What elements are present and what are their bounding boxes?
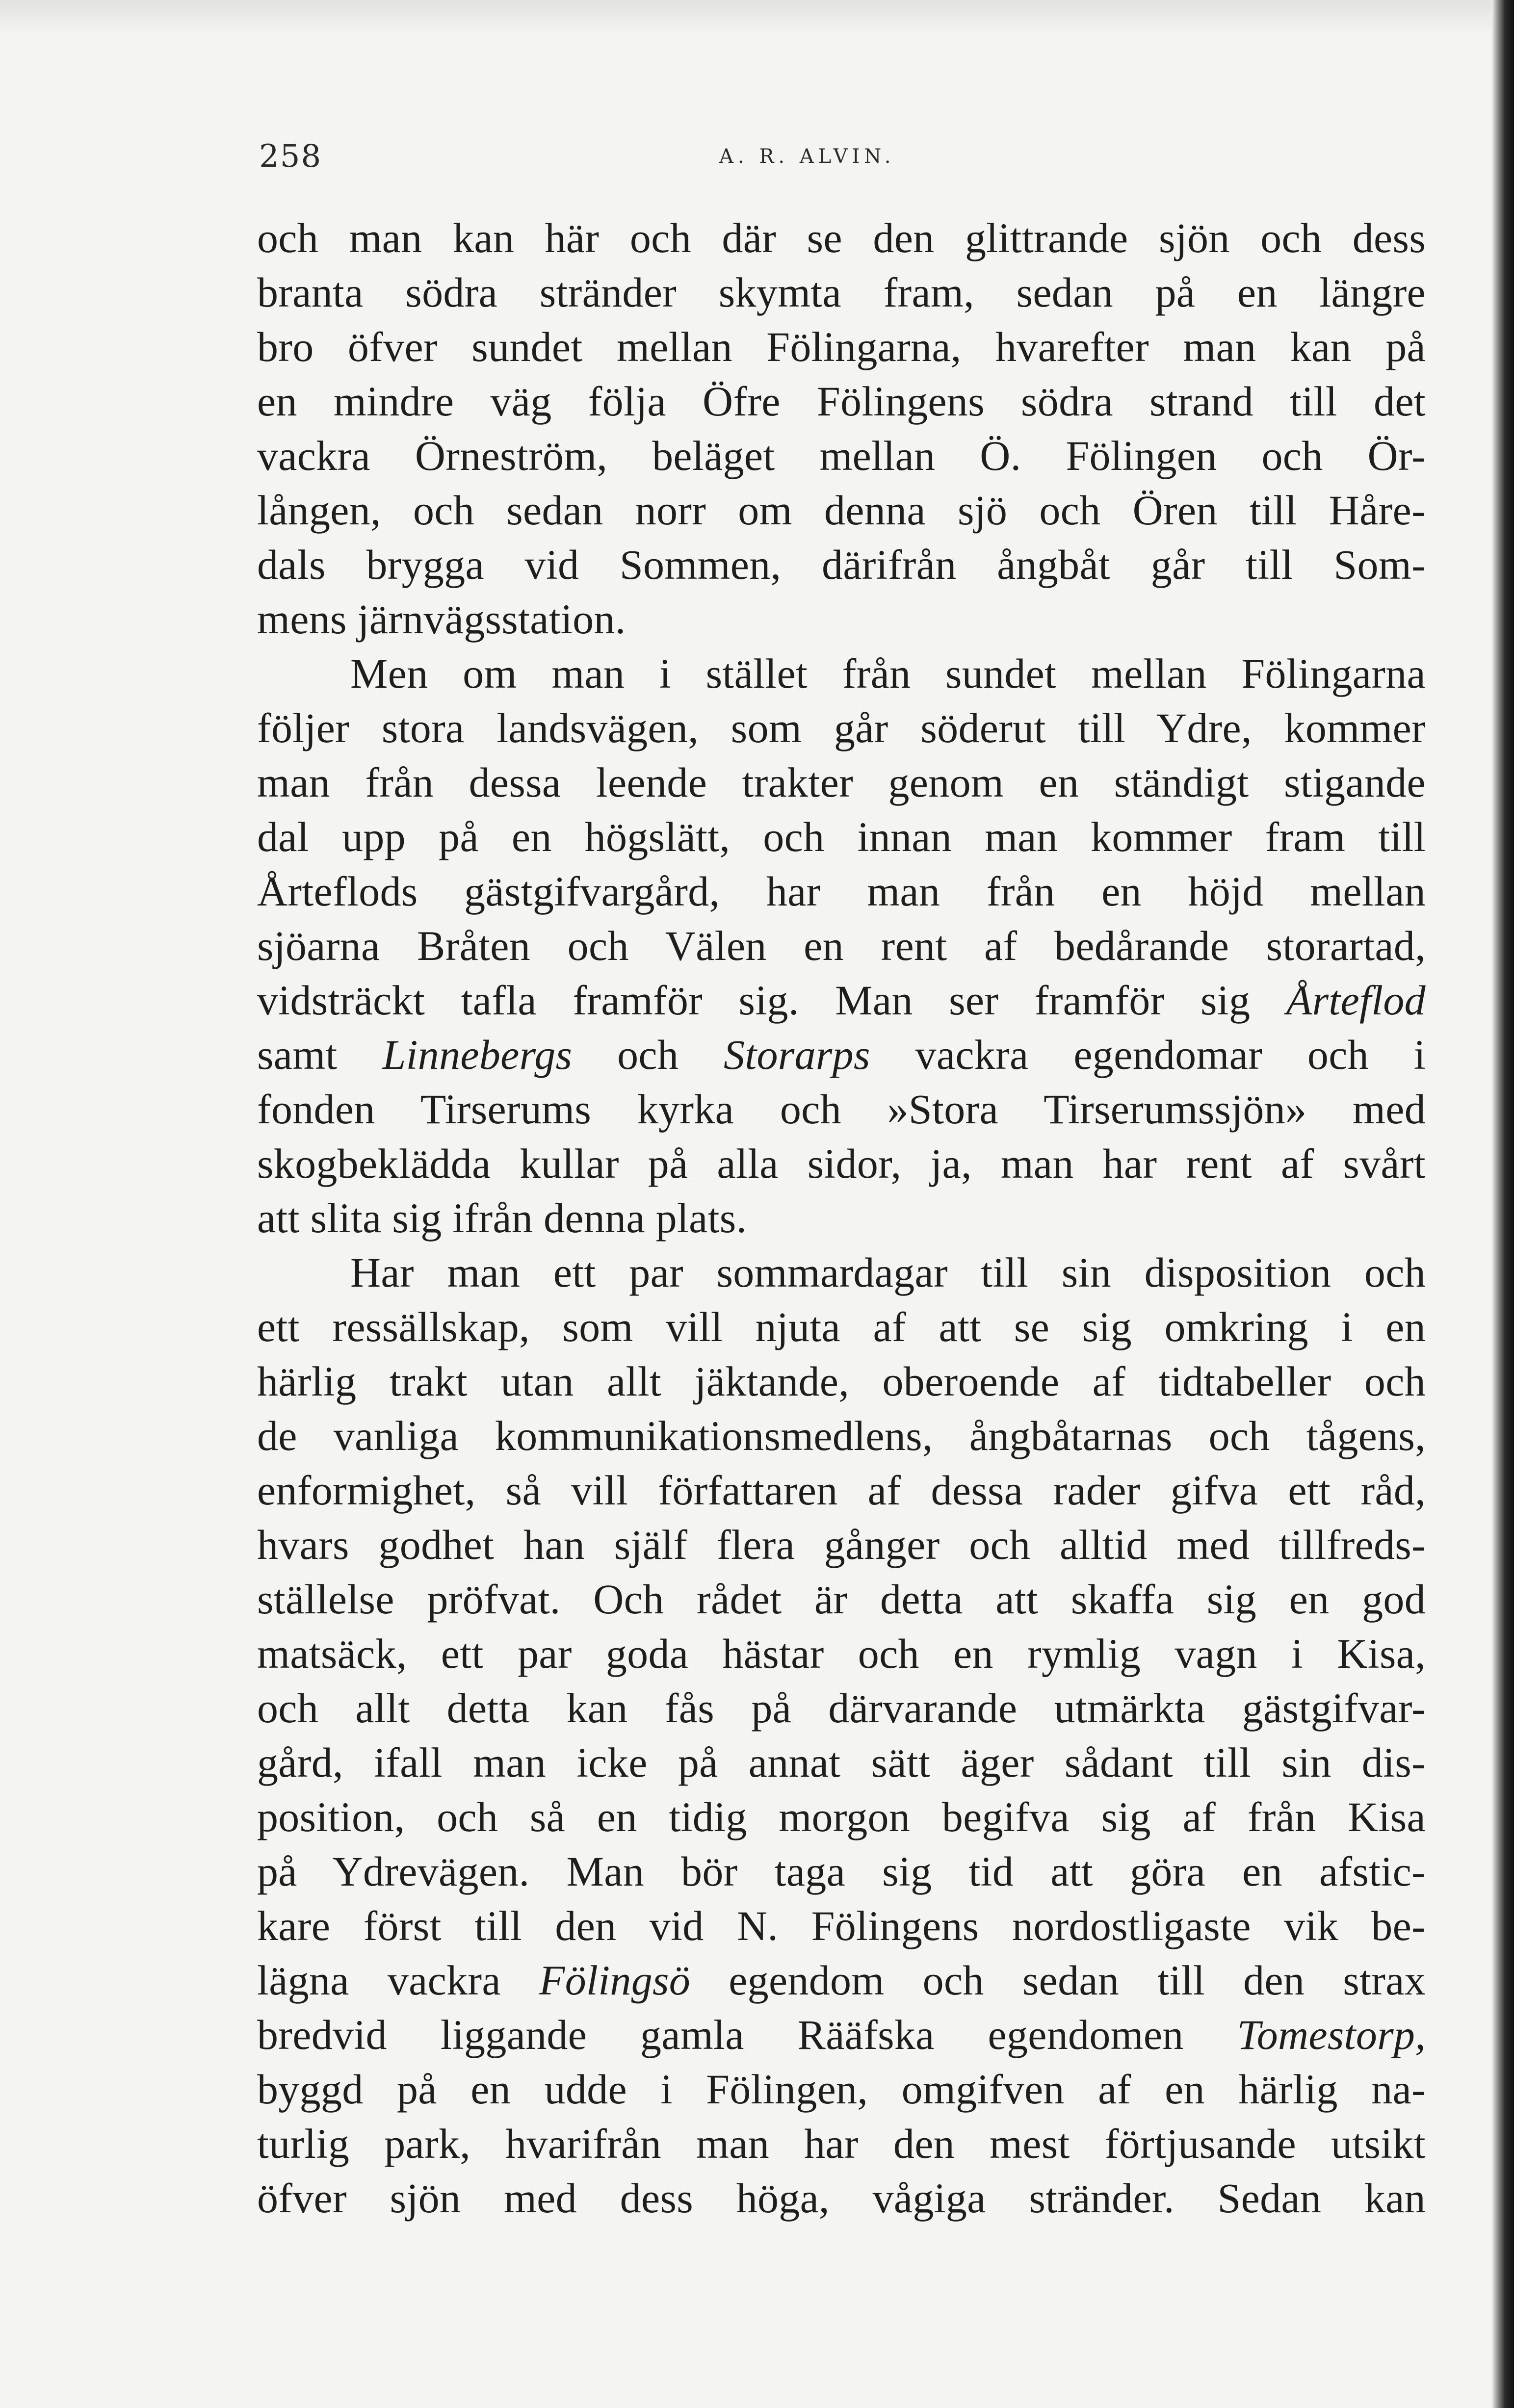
page-header	[259, 138, 1427, 182]
text-segment: egendom och sedan till den strax	[690, 1957, 1426, 2004]
text-line: och allt detta kan fås på därvarande utmärkta gästgifvar-	[257, 1684, 1426, 1732]
text-segment: och	[572, 1031, 724, 1078]
text-line: bro öfver sundet mellan Fölingarna, hvarefter man kan på	[257, 323, 1426, 370]
text-line: byggd på en udde i Fölingen, omgifven af en härlig na-	[257, 2066, 1426, 2113]
text-line-italic-mix	[257, 1953, 1426, 2008]
text-line: vackra Örneström, beläget mellan Ö. Fölingen och Ör-	[257, 432, 1426, 479]
text-line-italic-mix	[257, 973, 1426, 1028]
text-line: sjöarna Bråten och Välen en rent af bedårande storartad,	[257, 922, 1426, 969]
text-line: på Ydrevägen. Man bör taga sig tid att göra en afstic-	[257, 1848, 1426, 1895]
text-line: branta södra stränder skymta fram, sedan på en längre	[257, 269, 1426, 316]
text-segment: bredvid liggande gamla Rääfska egendomen	[257, 2011, 1237, 2058]
text-line: skogbeklädda kullar på alla sidor, ja, man har rent af svårt	[257, 1140, 1426, 1187]
text-line: gård, ifall man icke på annat sätt äger sådant till sin dis-	[257, 1739, 1426, 1786]
text-line-italic-mix	[257, 2008, 1426, 2062]
text-line: de vanliga kommunikationsmedlens, ångbåtarnas och tågens,	[257, 1412, 1426, 1459]
text-line: lången, och sedan norr om denna sjö och Ören till Håre-	[257, 487, 1426, 534]
text-segment: vackra egendomar och i	[870, 1031, 1426, 1078]
scan-edge-right	[1491, 0, 1514, 2408]
text-line: ett ressällskap, som vill njuta af att se sig omkring i en	[257, 1303, 1426, 1350]
text-line: mens järnvägsstation.	[257, 596, 626, 643]
text-line: fonden Tirserums kyrka och »Stora Tirserumssjön» med	[257, 1086, 1426, 1133]
text-segment: samt	[257, 1031, 383, 1078]
text-line: härlig trakt utan allt jäktande, oberoende af tidtabeller och	[257, 1358, 1426, 1405]
italic-placename: Storarps	[724, 1031, 870, 1078]
text-segment: vidsträckt tafla framför sig. Man ser framför sig	[257, 977, 1286, 1024]
text-line: position, och så en tidig morgon begifva sig af från Kisa	[257, 1793, 1426, 1840]
italic-placename: Fölingsö	[539, 1957, 691, 2004]
paragraph-start-line: Har man ett par sommardagar till sin disposition och	[350, 1249, 1426, 1296]
italic-placename: Linnebergs	[382, 1031, 573, 1078]
italic-placename: Årteflod	[1286, 977, 1426, 1024]
text-line: ställelse pröfvat. Och rådet är detta att skaffa sig en god	[257, 1576, 1426, 1623]
text-line: matsäck, ett par goda hästar och en rymlig vagn i Kisa,	[257, 1630, 1426, 1677]
text-line: dal upp på en högslätt, och innan man kommer fram till	[257, 813, 1426, 860]
text-line: enformighet, så vill författaren af dessa rader gifva ett råd,	[257, 1467, 1426, 1514]
page-number: 258	[259, 138, 322, 175]
scan-shadow-top	[0, 0, 1491, 34]
running-head: A. R. ALVIN.	[719, 145, 895, 168]
text-line: hvars godhet han själf flera gånger och alltid med tillfreds-	[257, 1521, 1426, 1568]
text-line: Årteflods gästgifvargård, har man från en höjd mellan	[257, 868, 1426, 915]
text-line: turlig park, hvarifrån man har den mest förtjusande utsikt	[257, 2120, 1426, 2167]
text-line: dals brygga vid Sommen, därifrån ångbåt går till Som-	[257, 541, 1426, 588]
text-line: följer stora landsvägen, som går söderut till Ydre, kommer	[257, 704, 1426, 751]
text-segment: lägna vackra	[257, 1957, 539, 2004]
text-line: man från dessa leende trakter genom en ständigt stigande	[257, 759, 1426, 806]
text-line: att slita sig ifrån denna plats.	[257, 1194, 747, 1242]
text-line: öfver sjön med dess höga, vågiga stränder. Sedan kan	[257, 2175, 1426, 2222]
body-text	[257, 211, 1426, 2226]
text-line: en mindre väg följa Öfre Fölingens södra strand till det	[257, 378, 1426, 425]
text-line: och man kan här och där se den glittrande sjön och dess	[257, 214, 1426, 261]
italic-placename: Tomestorp,	[1237, 2011, 1426, 2058]
text-line: kare först till den vid N. Fölingens nordostligaste vik be-	[257, 1902, 1426, 1949]
text-line-italic-mix	[257, 1028, 1426, 1082]
paragraph-start-line: Men om man i stället från sundet mellan Fölingarna	[350, 650, 1426, 697]
